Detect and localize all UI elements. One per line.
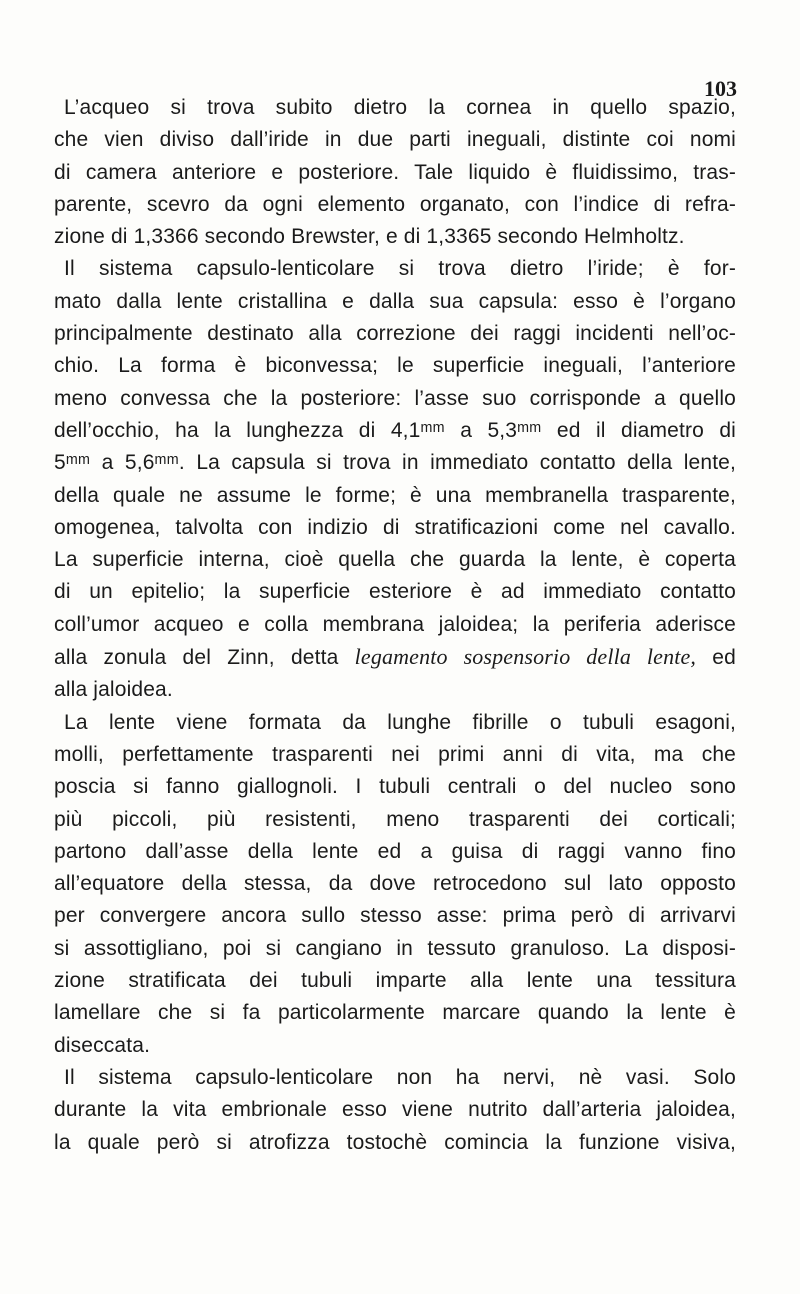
- text-line-content: omogenea, talvolta con indizio di stratificazioni come nel cavallo.: [54, 515, 736, 539]
- text-line: [54, 739, 736, 771]
- text-line: [54, 707, 736, 739]
- text-line-content: Il sistema capsulo-lenticolare non ha nervi, nè vasi. Solo: [64, 1065, 736, 1089]
- text-line: [54, 804, 736, 836]
- text-line-content: principalmente destinato alla correzione dei raggi incidenti nell’oc-: [54, 322, 736, 346]
- text-line-content: La lente viene formata da lunghe fibrille o tubuli esagoni,: [64, 710, 736, 734]
- page-number: 103: [704, 76, 737, 101]
- text-line-content: Il sistema capsulo-lenticolare si trova dietro l’iride; è for-: [64, 257, 736, 281]
- text-line: [54, 900, 736, 932]
- text-line: [54, 544, 736, 576]
- text-line: [54, 124, 736, 156]
- text-line-content: poscia si fanno giallognoli. I tubuli centrali o del nucleo sono: [54, 775, 736, 799]
- text-line: [54, 318, 736, 350]
- text-line: [54, 480, 736, 512]
- text-line-tail: ed: [696, 646, 736, 670]
- text-line-content: zione stratificata dei tubuli imparte alla lente una tessitura: [54, 969, 736, 993]
- text-line-content: parente, scevro da ogni elemento organato, con l’indice di refra-: [54, 192, 736, 216]
- text-line: [54, 641, 736, 674]
- text-line: [54, 447, 736, 479]
- text-line: [54, 771, 736, 803]
- text-line-content: la quale però si atrofizza tostochè comincia la funzione visiva,: [54, 1130, 736, 1154]
- text-line-content: molli, perfettamente trasparenti nei primi anni di vita, ma che: [54, 742, 736, 766]
- text-line: [54, 512, 736, 544]
- body-text: [54, 92, 736, 1159]
- text-line: [54, 253, 736, 285]
- text-line: [54, 415, 736, 447]
- text-line-content: zione di 1,3366 secondo Brewster, e di 1,3365 secondo Helmholtz.: [54, 225, 685, 249]
- text-line-content: per convergere ancora sullo stesso asse: prima però di arrivarvi: [54, 904, 736, 928]
- text-line-content: si assottigliano, poi si cangiano in tessuto granuloso. La disposi-: [54, 936, 736, 960]
- text-line-content: La superficie interna, cioè quella che guarda la lente, è coperta: [54, 548, 736, 572]
- text-line-content: mato dalla lente cristallina e dalla sua capsula: esso è l’organo: [54, 289, 736, 313]
- text-line-content: chio. La forma è biconvessa; le superficie ineguali, l’anteriore: [54, 354, 736, 378]
- text-line-content: alla jaloidea.: [54, 678, 173, 702]
- text-line: [54, 1030, 736, 1062]
- text-line: [54, 609, 736, 641]
- text-line-content: dell’occhio, ha la lunghezza di 4,1ᵐᵐ a 5,3ᵐᵐ ed il diametro di: [54, 418, 736, 442]
- text-line: [54, 221, 736, 253]
- text-line: [54, 997, 736, 1029]
- text-line-content: di camera anteriore e posteriore. Tale liquido è fluidissimo, tras-: [54, 160, 736, 184]
- text-line-content: diseccata.: [54, 1033, 151, 1057]
- italic-term: legamento sospensorio della lente,: [354, 644, 697, 670]
- text-line: [54, 965, 736, 997]
- text-line: [54, 92, 736, 124]
- text-line-content: di un epitelio; la superficie esteriore è ad immediato contatto: [54, 580, 736, 604]
- text-line: [54, 383, 736, 415]
- text-line: [54, 933, 736, 965]
- text-line: [54, 836, 736, 868]
- text-line: [54, 1062, 736, 1094]
- text-line-content: alla zonula del Zinn, detta: [54, 646, 339, 670]
- text-line: [54, 286, 736, 318]
- text-line-content: meno convessa che la posteriore: l’asse suo corrisponde a quello: [54, 386, 736, 410]
- text-line-content: della quale ne assume le forme; è una membranella trasparente,: [54, 483, 736, 507]
- text-line: [54, 189, 736, 221]
- text-line: [54, 576, 736, 608]
- text-line-content: L’acqueo si trova subito dietro la cornea in quello spazio,: [64, 96, 736, 119]
- text-line-content: 5ᵐᵐ a 5,6ᵐᵐ. La capsula si trova in immediato contatto della lente,: [54, 451, 736, 475]
- text-line-content: durante la vita embrionale esso viene nutrito dall’arteria jaloidea,: [54, 1098, 736, 1122]
- text-line-content: coll’umor acqueo e colla membrana jaloidea; la periferia aderisce: [54, 612, 736, 636]
- text-line: [54, 674, 736, 706]
- text-line: [54, 1094, 736, 1126]
- text-line: [54, 868, 736, 900]
- text-line-content: lamellare che si fa particolarmente marcare quando la lente è: [54, 1001, 736, 1025]
- text-line: [54, 157, 736, 189]
- text-line: [54, 1127, 736, 1159]
- text-line-content: all’equatore della stessa, da dove retrocedono sul lato opposto: [54, 872, 736, 896]
- text-line-content: che vien diviso dall’iride in due parti ineguali, distinte coi nomi: [54, 128, 736, 152]
- text-line-content: partono dall’asse della lente ed a guisa di raggi vanno fino: [54, 839, 736, 863]
- text-line-content: più piccoli, più resistenti, meno trasparenti dei corticali;: [54, 807, 736, 831]
- text-line: [54, 350, 736, 382]
